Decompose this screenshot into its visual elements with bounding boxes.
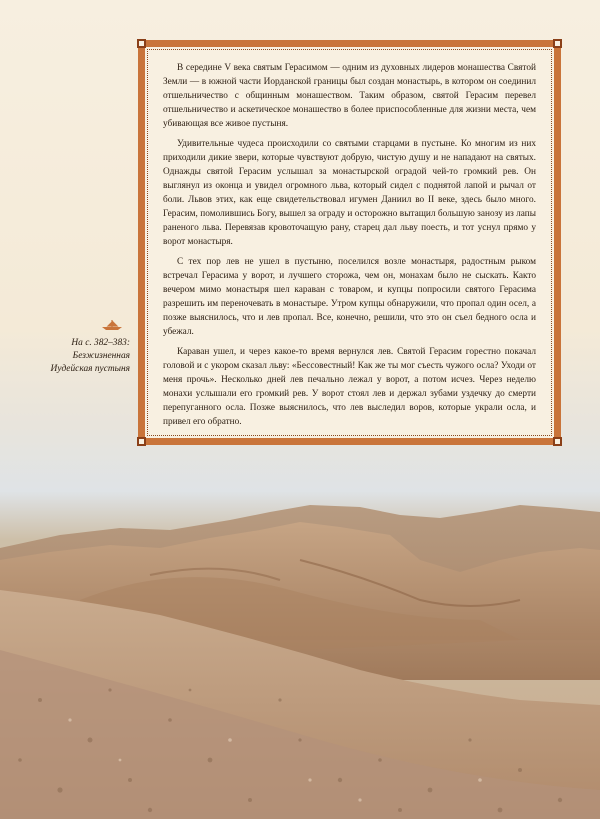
frame-corner-ornament xyxy=(137,437,146,446)
frame-corner-ornament xyxy=(553,437,562,446)
paragraph: Удивительные чудеса происходили со святыми старцами в пустыне. Ко многим из них приходили дикие звери, которые чувствуют добрую, чистую душу и не нападают на святых. Однажды святой Герасим услышал за монастырской оградой чей-то громкий рев. Он выглянул из оконца и увидел огромного льва, который сидел с поднятой лапой и рычал от боли. Львов этих, как еще свидетельствовал игумен Даниил во II веке, здесь было много. Герасим, помолившись Богу, вышел за ограду и осторожно вытащил большую занозу из лапы раненого льва. Перевязав кровоточащую рану, старец дал льву поесть, и тот уснул прямо у ворот монастыря. xyxy=(163,139,536,247)
ship-ornament-icon xyxy=(101,319,123,331)
paragraph: В середине V века святым Герасимом — одним из духовных лидеров монашества Святой Земли — в южной части Иорданской границы был создан монастырь, в котором он соединил отшельничество с общинным монашеством. Таким образом, святой Герасим перевел отшельничество и аскетическое монашество в более приспособленные для жизни места, чем убивающая все живое пустыня. xyxy=(163,63,536,129)
photo-caption xyxy=(38,337,130,376)
caption-line: Безжизненная xyxy=(72,351,130,361)
article-body xyxy=(163,61,536,435)
paragraph: С тех пор лев не ушел в пустыню, поселился возле монастыря, радостным рыком встречал Герасима у ворот, и лучшего сторожа, чем он, монахам было не сыскать. Както вечером мимо монастыря шел караван с товаром, и купцы попросили святого Герасима разрешить им переночевать в монастыре. Утром купцы обнаружили, что пропал один осел, а позже выяснилось, что и лев пропал. Все, конечно, решили, что это он съел бедного осла и убежал. xyxy=(163,257,536,337)
caption-page-ref: На с. 382–383: xyxy=(71,338,130,348)
frame-corner-ornament xyxy=(137,39,146,48)
text-frame xyxy=(138,40,561,445)
paragraph: Караван ушел, и через какое-то время вернулся лев. Святой Герасим горестно покачал головой и с укором сказал льву: «Бессовестный! Как же ты мог съесть чужого осла? Уходи от меня прочь». Несколько дней лев печально лежал у ворот, а потом исчез. Через неделю монахи услышали его громкий рев. У ворот стоял лев и держал зубами уздечку до смерти перепуганного осла. Позже выяснилось, что лев выследил воров, которые украли осла, и привел его обратно. xyxy=(163,347,536,427)
caption-line: Иудейская пустыня xyxy=(50,364,130,374)
frame-corner-ornament xyxy=(553,39,562,48)
